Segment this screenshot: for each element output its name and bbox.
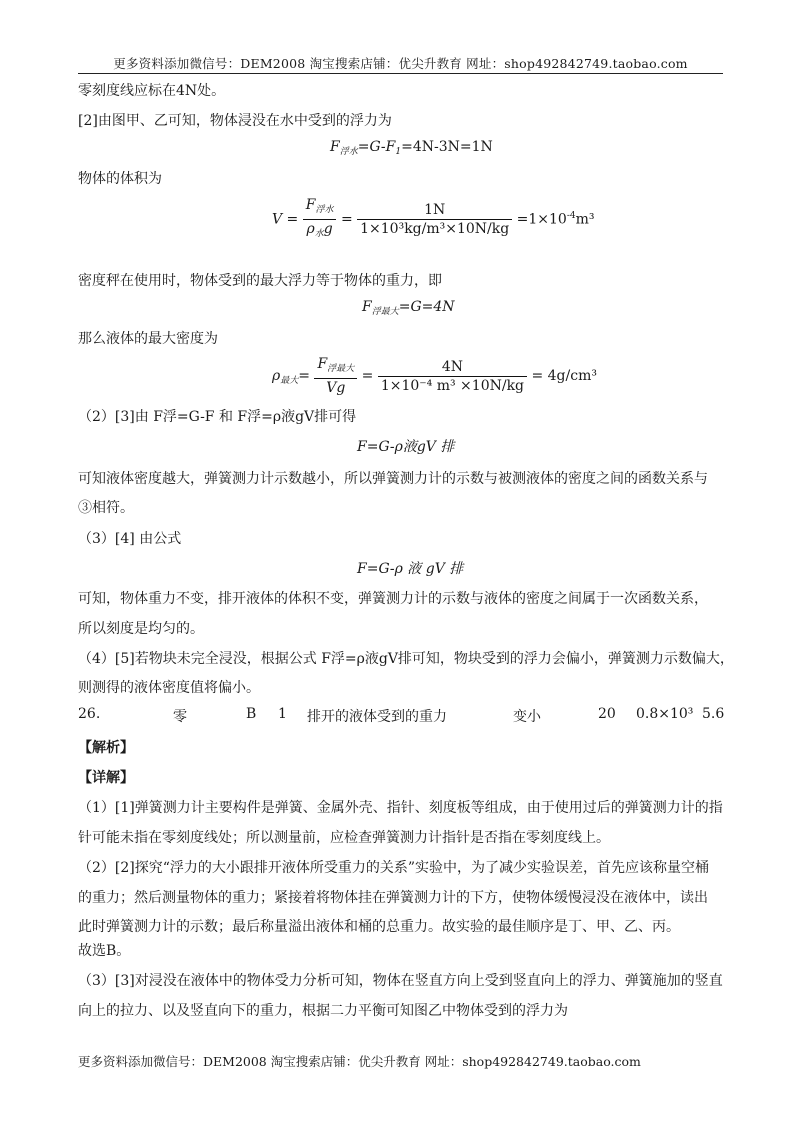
eq-part: =4N-3N=1N xyxy=(401,139,493,155)
equation-spring-reading-2: F=G-ρ 液 gV 排 xyxy=(357,561,464,577)
text-line: （2）[3]由 F浮=G-F 和 F浮=ρ液gV排可得 xyxy=(78,409,357,425)
text-line: 故选B。 xyxy=(78,943,131,959)
text-line: 针可能未指在零刻度线处；所以测量前，应检查弹簧测力计指针是否指在零刻度线上。 xyxy=(78,830,610,846)
text-line: ③相符。 xyxy=(78,500,134,516)
eq-subscript: 浮水 xyxy=(339,147,358,157)
text-line: 向上的拉力、以及竖直向下的重力，根据二力平衡可知图乙中物体受到的浮力为 xyxy=(78,1003,568,1019)
eq-part: =G-F xyxy=(357,139,396,155)
eq-symbol: F xyxy=(330,139,340,155)
equation-max-density: $\rho_{最大}=$ $\frac{F_{浮最大}}{Vg}$ = $\frac{4N}{\text{1×10⁻⁴ m³ ×10N/kg}}$ = 4g/cm³ xyxy=(272,356,597,396)
text-line: 则测得的液体密度值将偏小。 xyxy=(78,680,260,696)
equation-max-buoyancy: $F_{浮最大}=G=4N$ xyxy=(362,299,455,317)
answer-6: 20 xyxy=(598,706,616,722)
header-rule xyxy=(78,73,723,74)
equation-buoyancy-water xyxy=(330,139,493,157)
text-line: 此时弹簧测力计的示数；最后称量溢出液体和桶的总重力。故实验的最佳顺序是丁、甲、乙、丙。 xyxy=(78,919,680,935)
text-line: （4）[5]若物块未完全浸没，根据公式 F浮=ρ液gV排可知，物块受到的浮力会偏小，弹簧测力示数偏大， xyxy=(78,651,734,667)
answer-1: 零 xyxy=(173,709,187,725)
text-line: （1）[1]弹簧测力计主要构件是弹簧、金属外壳、指针、刻度板等组成，由于使用过后的弹簧测力计的指 xyxy=(78,800,723,816)
fraction: $\frac{F_{浮最大}}{Vg}$ xyxy=(314,355,357,397)
text-line: 零刻度线应标在4N处。 xyxy=(78,83,226,99)
answer-2: B xyxy=(246,706,257,722)
page-footer: 更多资料添加微信号：DEM2008 淘宝搜索店铺：优尖升教育 网址：shop492842749.taobao.com xyxy=(78,1054,641,1069)
equation-spring-reading: F=G-ρ液gV 排 xyxy=(357,439,455,455)
text-line: 密度秤在使用时，物体受到的最大浮力等于物体的重力，即 xyxy=(78,273,442,289)
text-line: 可知液体密度越大，弹簧测力计示数越小，所以弹簧测力计的示数与被测液体的密度之间的函数关系与 xyxy=(78,471,708,487)
fraction: $\frac{1N}{\text{1×10³kg/m³×10N/kg}}$ xyxy=(357,201,512,238)
text-line: 所以刻度是均匀的。 xyxy=(78,621,204,637)
text-line: [2]由图甲、乙可知，物体浸没在水中受到的浮力为 xyxy=(78,113,392,129)
answer-number: 26. xyxy=(78,706,101,722)
answer-4: 排开的液体受到的重力 xyxy=(307,709,447,725)
text-line: 物体的体积为 xyxy=(78,171,162,187)
text-line: 可知，物体重力不变，排开液体的体积不变，弹簧测力计的示数与液体的密度之间属于一次函数关系， xyxy=(78,591,708,607)
fraction: $\frac{F_{浮水}}{\rho_水g}$ xyxy=(303,196,337,243)
text-line: （3）[3]对浸没在液体中的物体受力分析可知，物体在竖直方向上受到竖直向上的浮力、弹簧施加的竖直 xyxy=(78,973,723,989)
eq-subscript: 1 xyxy=(395,147,402,157)
page-header: 更多资料添加微信号：DEM2008 淘宝搜索店铺：优尖升教育 网址：shop492842749.taobao.com xyxy=(113,56,688,71)
text-line: （2）[2]探究“浮力的大小跟排开液体所受重力的关系”实验中，为了减少实验误差，首先应该称量空桶 xyxy=(78,860,710,876)
section-heading-details: 【详解】 xyxy=(78,770,134,786)
answer-8: 5.6 xyxy=(702,706,725,722)
answer-3: 1 xyxy=(278,706,287,722)
text-line: 的重力；然后测量物体的重力；紧接着将物体挂在弹簧测力计的下方，使物体缓慢浸没在液体中，读出 xyxy=(78,890,708,906)
answer-7: 0.8×10³ xyxy=(636,706,694,722)
answer-5: 变小 xyxy=(513,709,541,725)
section-heading-analysis: 【解析】 xyxy=(78,740,134,756)
eq-lhs: V = xyxy=(272,211,299,228)
fraction: $\frac{4N}{\text{1×10⁻⁴ m³ ×10N/kg}}$ xyxy=(378,358,527,395)
text-line: （3）[4] 由公式 xyxy=(78,531,182,547)
text-line: 那么液体的最大密度为 xyxy=(78,331,218,347)
equation-volume: V = $\frac{F_{浮水}}{\rho_水g}$ = $\frac{1N}{\text{1×10³kg/m³×10N/kg}}$ $=1\times 10^{-4}m^3$ xyxy=(272,196,595,243)
